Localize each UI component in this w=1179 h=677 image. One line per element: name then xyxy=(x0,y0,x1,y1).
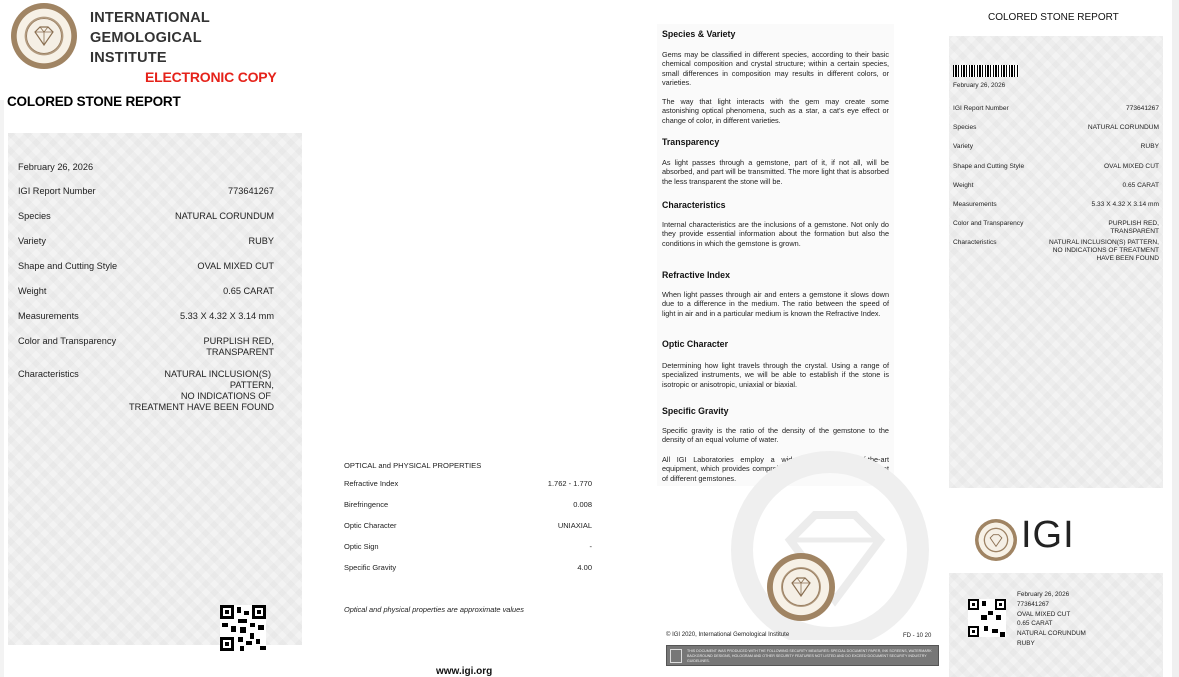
right-date: February 26, 2026 xyxy=(953,82,1006,89)
security-strip xyxy=(666,645,939,666)
info-panel-bg xyxy=(657,24,894,486)
page-edge-left xyxy=(0,100,4,677)
optical-value: 1.762 - 1.770 xyxy=(547,479,592,488)
right-field-row xyxy=(953,201,1159,209)
info-paragraph: The way that light interacts with the gem may create some astonishing optical phenomena, such as a star, a cat's eye effect or change of color, in different varieties. xyxy=(662,97,889,125)
right-field-value: NATURAL CORUNDUM xyxy=(1087,124,1159,131)
igi-seal-stamp xyxy=(767,553,835,621)
summary-card-text xyxy=(1017,590,1086,649)
optical-note: Optical and physical properties are approximate values xyxy=(344,605,524,614)
optical-value: - xyxy=(589,542,592,551)
field-value-characteristics-line: TREATMENT HAVE BEEN FOUND xyxy=(129,402,274,412)
optical-value: 0.008 xyxy=(573,500,592,509)
right-field-label: Measurements xyxy=(953,201,997,208)
info-paragraph: Gems may be classified in different species, according to their basic chemical composition and crystal structure; within a certain species, small differences in composition may results in different colors, or varieties. xyxy=(662,50,889,88)
right-field-label: Variety xyxy=(953,143,974,150)
summary-line: 0.65 CARAT xyxy=(1017,620,1053,628)
optical-label: Refractive Index xyxy=(344,479,399,488)
summary-line: NATURAL CORUNDUM xyxy=(1017,630,1086,638)
optical-row xyxy=(344,479,592,488)
document-icon xyxy=(670,649,682,663)
field-label-characteristics: Characteristics xyxy=(18,369,79,379)
institute-name-line1: INTERNATIONAL xyxy=(90,10,210,26)
field-value-measurements: 5.33 X 4.32 X 3.14 mm xyxy=(180,311,274,321)
right-field-row xyxy=(953,182,1159,190)
right-field-label: Shape and Cutting Style xyxy=(953,163,1025,170)
right-field-row xyxy=(953,143,1159,151)
institute-name-line2: GEMOLOGICAL xyxy=(90,30,202,46)
right-field-row xyxy=(953,163,1159,171)
field-value-variety: RUBY xyxy=(248,236,274,246)
field-value-color-line: PURPLISH RED, xyxy=(203,336,274,346)
optical-label: Optic Sign xyxy=(344,542,379,551)
optical-row xyxy=(344,563,592,572)
right-field-label: IGI Report Number xyxy=(953,105,1009,112)
report-title: COLORED STONE REPORT xyxy=(7,94,181,109)
right-field-value: RUBY xyxy=(1140,143,1159,150)
info-paragraph: All IGI Laboratories employ a wide range of state-of-the-art equipment, which provides comprehensive and accurate assessment of different gemstones. xyxy=(662,455,889,483)
report-details-panel xyxy=(8,133,302,645)
field-label-variety: Variety xyxy=(18,236,46,246)
security-note: THIS DOCUMENT WAS PRODUCED WITH THE FOLLOWING SECURITY MEASURES: SPECIAL DOCUMENT PAPER, INK SCREENS, WATERMARK BACKGROUND DESIGNS, HOLOGRAM AND OTHER SECURITY FEATURES NOT LISTED AND DO EXCEED DOCUMENT SECURITY INDUSTRY GUIDELINES. xyxy=(687,649,932,663)
watermark-diamond-icon xyxy=(720,440,940,640)
field-value-color xyxy=(204,336,274,358)
info-heading-transparency: Transparency xyxy=(662,137,720,147)
optical-label: Specific Gravity xyxy=(344,563,397,572)
field-value-shape: OVAL MIXED CUT xyxy=(197,261,274,271)
right-field-value: 0.65 CARAT xyxy=(1122,182,1159,189)
optical-row xyxy=(344,542,592,551)
igi-seal-logo xyxy=(11,3,77,69)
right-field-row xyxy=(953,105,1159,113)
info-heading-optic-character: Optic Character xyxy=(662,339,728,349)
field-value-characteristics-line: PATTERN, xyxy=(229,380,274,390)
optical-label: Birefringence xyxy=(344,500,389,509)
right-field-value-line: NO INDICATIONS OF TREATMENT xyxy=(1052,247,1159,254)
optical-label: Optic Character xyxy=(344,521,397,530)
field-label-measurements: Measurements xyxy=(18,311,79,321)
diamond-icon xyxy=(789,577,813,597)
barcode xyxy=(953,65,1019,77)
right-field-value-line: HAVE BEEN FOUND xyxy=(1096,255,1159,262)
field-value-characteristics-line: NATURAL INCLUSION(S) xyxy=(164,369,271,379)
field-label-species: Species xyxy=(18,211,51,221)
field-value-characteristics xyxy=(129,369,274,413)
summary-line: 773641267 xyxy=(1017,600,1049,608)
field-label-shape: Shape and Cutting Style xyxy=(18,261,118,271)
page-edge xyxy=(1172,0,1179,677)
website-link[interactable]: www.igi.org xyxy=(436,666,493,677)
form-code: FD - 10 20 xyxy=(903,633,932,639)
copyright-text: © IGI 2020, International Gemological Institute xyxy=(666,632,790,638)
info-heading-characteristics: Characteristics xyxy=(662,200,726,210)
right-report-title: COLORED STONE REPORT xyxy=(988,12,1119,23)
summary-line: OVAL MIXED CUT xyxy=(1017,610,1071,618)
optical-value: UNIAXIAL xyxy=(557,521,592,530)
info-paragraph: Determining how light travels through the crystal. Using a range of specialized instruments, we will be able to establish if the stone is isotropic or anisotropic, uniaxial or biaxial. xyxy=(662,361,889,389)
info-heading-refractive-index: Refractive Index xyxy=(662,270,730,280)
summary-line: February 26, 2026 xyxy=(1017,591,1070,598)
field-label-report-number: IGI Report Number xyxy=(18,186,96,196)
institute-name-line3: INSTITUTE xyxy=(90,50,167,66)
right-field-label: Species xyxy=(953,124,977,131)
report-date: February 26, 2026 xyxy=(18,162,94,172)
diamond-icon xyxy=(988,534,1004,547)
field-label-weight: Weight xyxy=(18,286,47,296)
igi-small-seal xyxy=(975,519,1017,561)
right-field-value-line: PURPLISH RED, xyxy=(1108,220,1159,227)
field-value-weight: 0.65 CARAT xyxy=(223,286,274,296)
optical-title: OPTICAL and PHYSICAL PROPERTIES xyxy=(344,461,482,470)
right-field-value-line: TRANSPARENT xyxy=(1110,228,1159,235)
electronic-copy-label: ELECTRONIC COPY xyxy=(145,69,277,85)
field-value-color-line: TRANSPARENT xyxy=(206,347,274,357)
info-heading-species: Species & Variety xyxy=(662,29,736,39)
right-field-value xyxy=(1049,239,1159,263)
right-field-row xyxy=(953,239,1159,263)
summary-line: RUBY xyxy=(1017,639,1035,647)
right-field-label: Characteristics xyxy=(953,239,997,246)
right-field-value-line: NATURAL INCLUSION(S) PATTERN, xyxy=(1048,239,1159,246)
right-field-value: 5.33 X 4.32 X 3.14 mm xyxy=(1091,201,1159,208)
right-field-value xyxy=(1108,220,1159,236)
info-paragraph: When light passes through air and enters a gemstone it slows down due to a difference in the medium. The ratio between the speed of light in air and in a particular medium is known the Refractive Index. xyxy=(662,290,889,318)
right-field-label: Color and Transparency xyxy=(953,220,1024,227)
field-value-characteristics-line: NO INDICATIONS OF xyxy=(180,391,271,401)
diamond-icon xyxy=(32,26,56,46)
qr-code[interactable] xyxy=(220,605,266,651)
field-value-species: NATURAL CORUNDUM xyxy=(174,211,274,221)
right-field-label: Weight xyxy=(953,182,974,189)
info-paragraph: As light passes through a gemstone, part of it, if not all, will be absorbed, and part will be transmitted. The more light that is absorbed the less transparent the stone will be. xyxy=(662,158,889,186)
info-heading-specific-gravity: Specific Gravity xyxy=(662,406,729,416)
right-field-row xyxy=(953,124,1159,132)
card-qr-code[interactable] xyxy=(968,599,1006,637)
field-value-report-number: 773641267 xyxy=(228,186,274,196)
info-paragraph: Internal characteristics are the inclusions of a gemstone. Not only do they provide essential information about the formation but also the conditions in which the gemstone is grown. xyxy=(662,220,889,248)
optical-value: 4.00 xyxy=(577,563,592,572)
right-field-row xyxy=(953,220,1159,236)
info-paragraph: Specific gravity is the ratio of the density of the gemstone to the density of an equal volume of water. xyxy=(662,426,889,445)
optical-row xyxy=(344,521,592,530)
field-label-color: Color and Transparency xyxy=(18,336,117,346)
igi-logo-text: IGI xyxy=(1021,514,1075,556)
right-field-value: 773641267 xyxy=(1125,105,1159,112)
right-field-value: OVAL MIXED CUT xyxy=(1104,163,1159,170)
optical-row xyxy=(344,500,592,509)
